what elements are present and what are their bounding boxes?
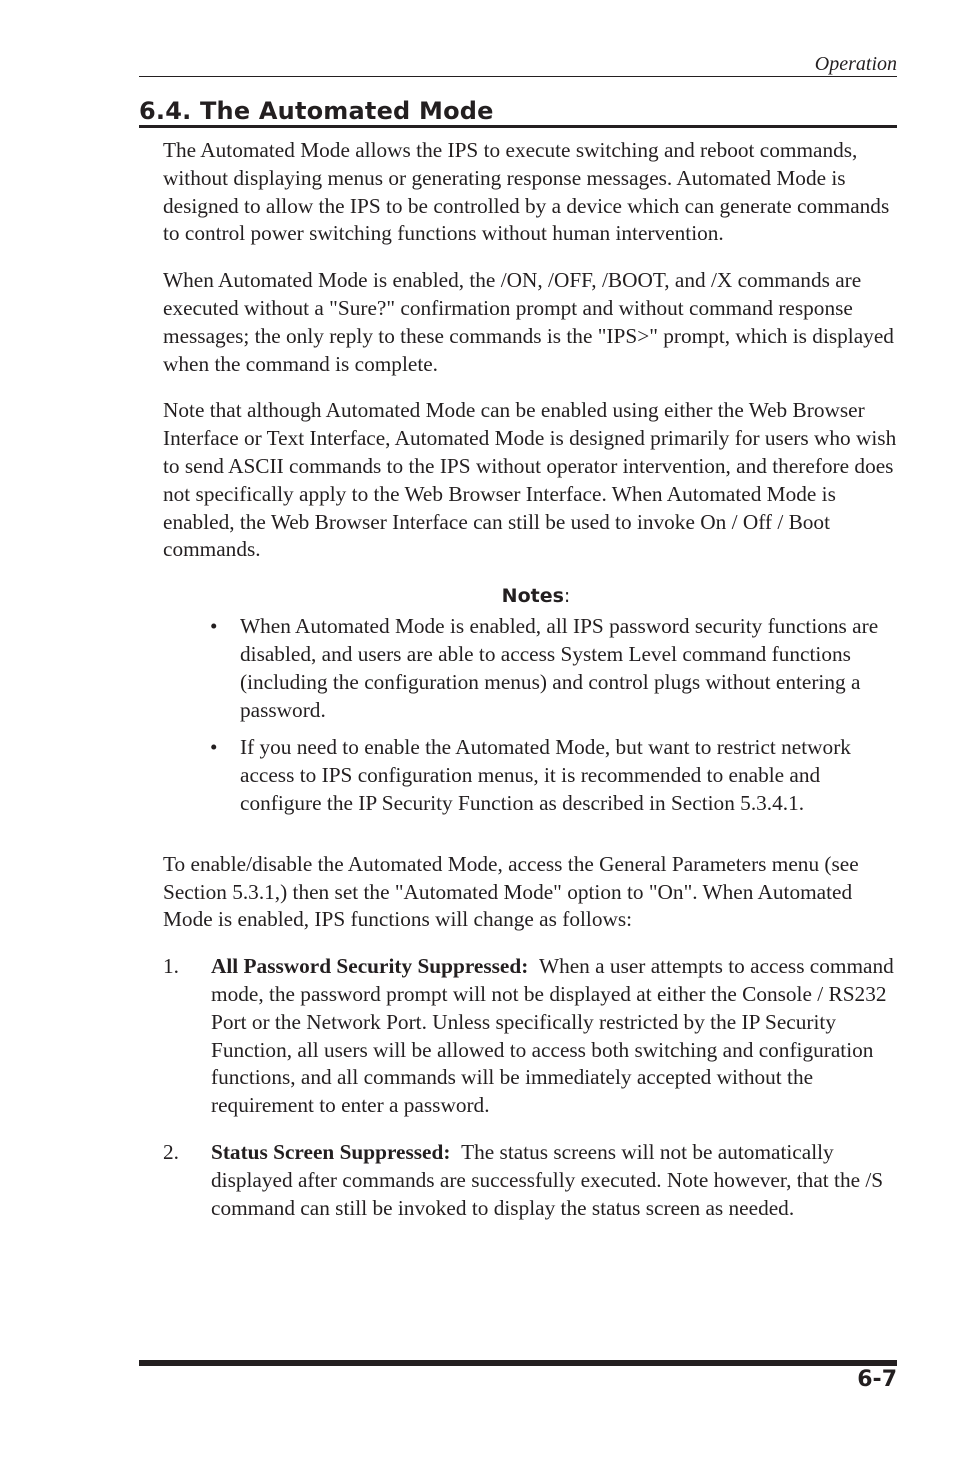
paragraph-automated-mode-intro: The Automated Mode allows the IPS to execute switching and reboot commands, without displaying menus or generating response messages. Automated Mode is designed to allow the IPS to be controlled by a device which can generate commands to control power switching functions without human intervention. bbox=[163, 138, 890, 246]
notes-heading-colon: : bbox=[563, 585, 571, 608]
item-label: Status Screen Suppressed: bbox=[211, 1139, 451, 1164]
item-text: When a user attempts to access command mode, the password prompt will not be displayed at either the Console / RS232 Port or the Network Port. Unless specifically restricted by the IP Security Function, all users will be allowed to access both switching and configuration functions, and all commands will be immediately accepted without the requirement to enter a password. bbox=[211, 954, 894, 1118]
notes-heading bbox=[163, 583, 903, 609]
notes-heading-text: Notes bbox=[501, 585, 564, 608]
changes-list bbox=[163, 953, 903, 1222]
item-number: 2. bbox=[163, 1139, 179, 1164]
paragraph-enable-instructions: To enable/disable the Automated Mode, access the General Parameters menu (see Section 5.3.1,) then set the "Automated Mode" option to "On". When Automated Mode is enabled, IPS functions will change as follows: bbox=[163, 851, 859, 932]
item-text: The status screens will not be automatically displayed after commands are successfully executed. Note however, that the /S command can still be invoked to display the status screen as needed. bbox=[211, 1139, 884, 1220]
running-head: Operation bbox=[814, 53, 897, 75]
paragraph-enabled-commands: When Automated Mode is enabled, the /ON, /OFF, /BOOT, and /X commands are executed without a "Sure?" confirmation prompt and without command response messages; the only reply to these commands is the "IPS>" prompt, which is displayed when the command is complete. bbox=[163, 268, 894, 376]
item-number: 1. bbox=[163, 954, 179, 979]
note-item bbox=[163, 613, 880, 724]
list-item bbox=[163, 953, 901, 1120]
item-label: All Password Security Suppressed: bbox=[211, 954, 529, 979]
page-number: 6-7 bbox=[857, 1367, 897, 1392]
body-text bbox=[163, 137, 903, 1241]
note-item bbox=[163, 734, 880, 817]
note-text: If you need to enable the Automated Mode, but want to restrict network access to IPS configuration menus, it is recommended to enable and configure the IP Security Function as described in Section 5.3.4.1. bbox=[240, 735, 851, 815]
section-title-rule bbox=[139, 125, 897, 128]
bullet-icon: • bbox=[210, 735, 218, 760]
paragraph-web-browser-note: Note that although Automated Mode can be enabled using either the Web Browser Interface or Text Interface, Automated Mode is designed primarily for users who wish to send ASCII commands to the IPS without operator intervention, and therefore does not specifically apply to the Web Browser Interface. When Automated Mode is enabled, the Web Browser Interface can still be used to invoke On / Off / Boot commands. bbox=[163, 398, 897, 562]
section-title: 6.4. The Automated Mode bbox=[139, 97, 494, 125]
header-rule bbox=[139, 76, 897, 77]
note-text: When Automated Mode is enabled, all IPS password security functions are disabled, and users are able to access System Level command functions (including the configuration menus) and control plugs without entering a password. bbox=[240, 614, 879, 722]
bullet-icon: • bbox=[210, 614, 218, 639]
list-item bbox=[163, 1139, 901, 1222]
notes-list bbox=[163, 613, 903, 818]
